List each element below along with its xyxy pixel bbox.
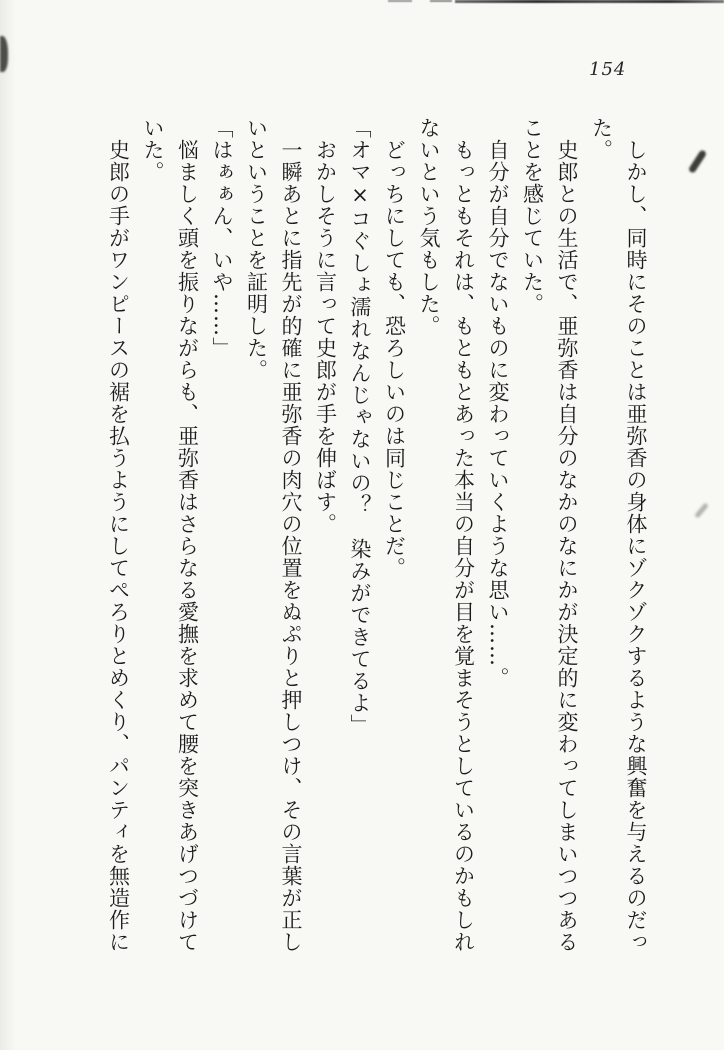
text-column: おかしそうに言って史郎が手を伸ばす。 [313, 139, 338, 535]
scan-artifact-left-blob [0, 36, 8, 72]
text-column: ないという気もした。 [417, 117, 441, 337]
text-column: どっちにしても、恐ろしいのは同じことだ。 [382, 139, 407, 579]
text-column: 一瞬あとに指先が的確に亜弥香の肉穴の位置をぬぷりと押しつけ、その言葉が正し [279, 139, 303, 953]
text-column: 悩ましく頭を振りながらも、亜弥香はさらなる愛撫を求めて腰を突きあげつづけて [175, 139, 200, 953]
text-column-dialogue: 「オマ×コぐしょ濡れなんじゃないの？ 染みができてるよ」 [348, 117, 372, 736]
text-column: た。 [589, 117, 614, 161]
page-number: 154 [589, 59, 627, 80]
text-column: いということを証明した。 [244, 117, 269, 381]
text-column: 史郎との生活で、亜弥香は自分のなかのなにかが決定的に変わってしまいつつある [555, 139, 579, 953]
text-column: ことを感じていた。 [520, 117, 545, 315]
text-column: もっともそれは、もともとあった本当の自分が目を覚まそうとしているのかもしれ [451, 139, 476, 953]
text-column: 史郎の手がワンピースの裾を払うようにしてぺろりとめくり、パンティを無造作に [106, 139, 131, 953]
text-column-dialogue: 「はぁぁん、いや……」 [210, 117, 234, 359]
scan-artifact-top-dash [430, 0, 452, 2]
page-gutter-shading [0, 0, 16, 1050]
text-column: しかし、同時にそのことは亜弥香の身体にゾクゾクするような興奮を与えるのだっ [624, 139, 648, 953]
text-column: 自分が自分でないものに変わっていくような思い……。 [486, 139, 510, 689]
scan-artifact-right-smudge-faint [694, 502, 709, 518]
scan-artifact-right-smudge [688, 149, 707, 174]
scan-artifact-top-dash [388, 0, 412, 2]
scan-artifact-top-bar [455, 0, 724, 3]
text-column: いた。 [141, 117, 165, 183]
